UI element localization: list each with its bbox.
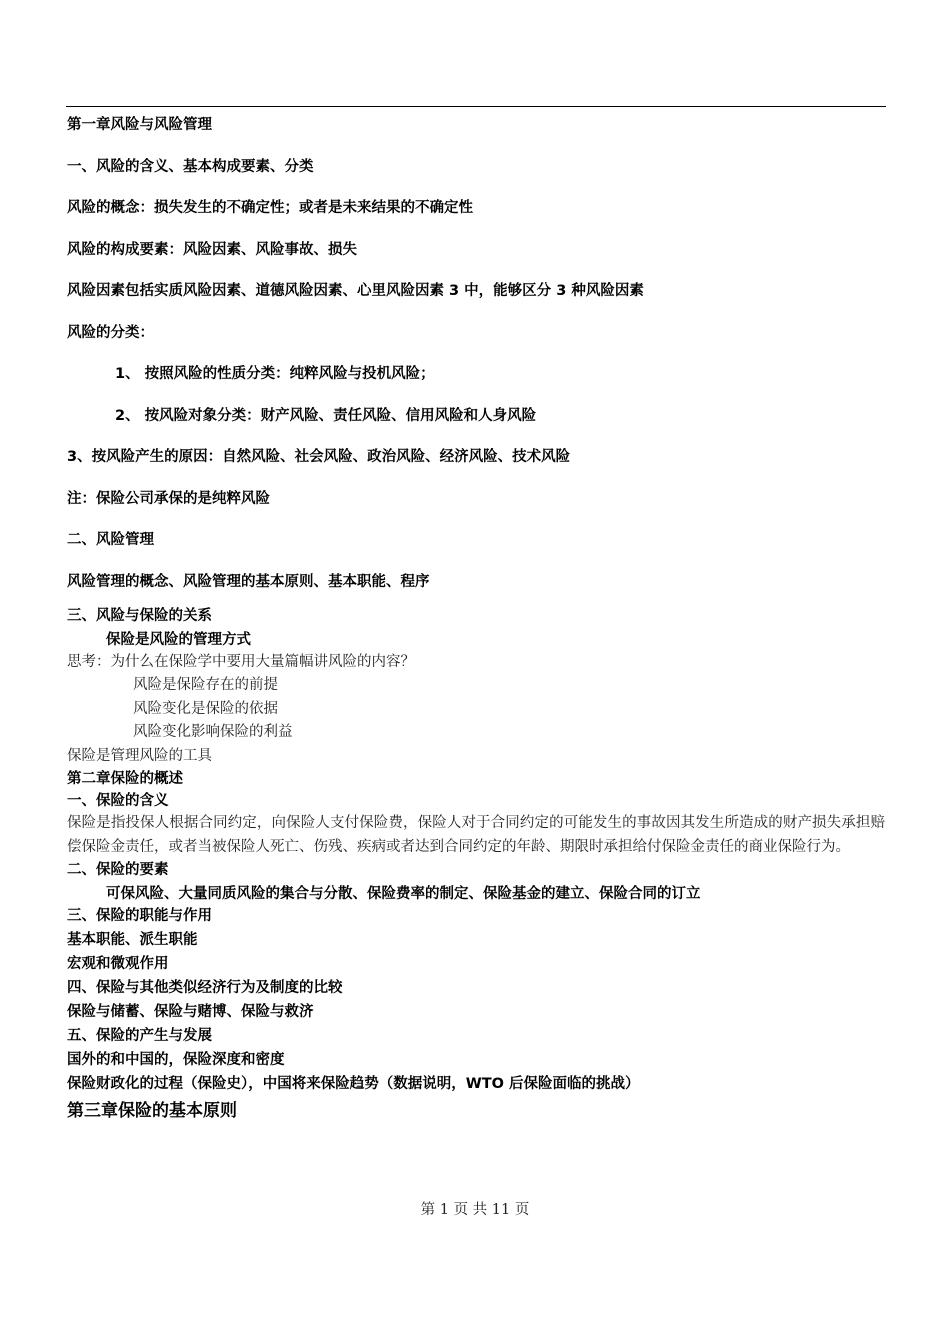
note: 注：保险公司承保的是纯粹风险 — [67, 490, 270, 507]
paragraph: 国外的和中国的，保险深度和密度 — [67, 1052, 285, 1068]
paragraph: 保险是指投保人根据合同约定，向保险人支付保险费，保险人对于合同约定的可能发生的事故因其发生所造成的财产损失承担赔偿保险金责任，或者当被保险人死亡、伤残、疾病或者达到合同约定的年龄、期限时承担给付保险金责任的商业保险行为。 — [67, 815, 885, 855]
section-heading: 四、保险与其他类似经济行为及制度的比较 — [67, 980, 343, 996]
paragraph: 风险因素包括实质风险因素、道德风险因素、心里风险因素 3 中，能够区分 3 种风险因素 — [67, 283, 644, 299]
document-body — [67, 114, 887, 1124]
paragraph: 风险的概念：损失发生的不确定性；或者是未来结果的不确定性 — [67, 200, 473, 216]
chapter-3-title: 第三章保险的基本原则 — [67, 1101, 237, 1121]
paragraph: 保险财政化的过程（保险史），中国将来保险趋势（数据说明，WTO 后保险面临的挑战） — [67, 1076, 640, 1092]
paragraph: 风险管理的概念、风险管理的基本原则、基本职能、程序 — [67, 573, 430, 590]
section-heading: 三、保险的职能与作用 — [67, 908, 212, 924]
chapter-2-title: 第二章保险的概述 — [67, 771, 183, 787]
paragraph: 风险的构成要素：风险因素、风险事故、损失 — [67, 241, 357, 258]
header-rule — [66, 106, 886, 107]
section-heading: 二、保险的要素 — [67, 862, 169, 878]
section-heading: 二、风险管理 — [67, 532, 154, 548]
paragraph: 宏观和微观作用 — [67, 956, 169, 972]
section-heading: 五、保险的产生与发展 — [67, 1028, 212, 1044]
paragraph: 可保风险、大量同质风险的集合与分散、保险费率的制定、保险基金的建立、保险合同的订立 — [106, 886, 701, 902]
list-item: 风险变化是保险的依据 — [133, 700, 278, 717]
paragraph: 风险的分类： — [67, 324, 154, 341]
section-heading: 一、风险的含义、基本构成要素、分类 — [67, 158, 314, 175]
section-heading: 一、保险的含义 — [67, 793, 169, 809]
paragraph: 保险是风险的管理方式 — [106, 631, 251, 648]
list-item: 2、 按风险对象分类：财产风险、责任风险、信用风险和人身风险 — [115, 407, 537, 424]
paragraph: 保险与储蓄、保险与赌博、保险与救济 — [67, 1004, 314, 1020]
list-item: 1、 按照风险的性质分类：纯粹风险与投机风险； — [115, 366, 435, 382]
paragraph: 基本职能、派生职能 — [67, 932, 198, 948]
paragraph: 保险是管理风险的工具 — [67, 747, 212, 764]
page-footer: 第 1 页 共 11 页 — [420, 1202, 530, 1218]
chapter-1-title: 第一章风险与风险管理 — [67, 117, 212, 133]
list-item: 3、按风险产生的原因：自然风险、社会风险、政治风险、经济风险、技术风险 — [67, 449, 571, 465]
section-heading: 三、风险与保险的关系 — [67, 607, 212, 624]
list-item: 风险变化影响保险的利益 — [133, 724, 293, 740]
question: 思考：为什么在保险学中要用大量篇幅讲风险的内容？ — [67, 653, 415, 670]
list-item: 风险是保险存在的前提 — [133, 677, 278, 693]
